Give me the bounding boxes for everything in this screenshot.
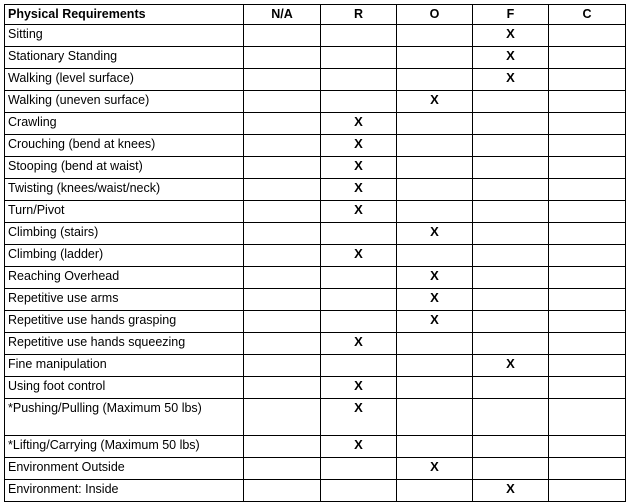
cell-o — [397, 201, 473, 223]
cell-na — [244, 289, 321, 311]
header-o: O — [397, 5, 473, 25]
requirement-label: Walking (level surface) — [5, 69, 244, 91]
cell-c — [549, 91, 626, 113]
cell-f: X — [473, 25, 549, 47]
cell-na — [244, 91, 321, 113]
table-body — [5, 25, 626, 502]
cell-c — [549, 179, 626, 201]
cell-f — [473, 135, 549, 157]
cell-f: X — [473, 69, 549, 91]
requirement-label: *Lifting/Carrying (Maximum 50 lbs) — [5, 436, 244, 458]
cell-r: X — [321, 377, 397, 399]
cell-na — [244, 458, 321, 480]
cell-na — [244, 267, 321, 289]
cell-c — [549, 69, 626, 91]
cell-o — [397, 245, 473, 267]
cell-na — [244, 179, 321, 201]
cell-f — [473, 333, 549, 355]
cell-c — [549, 267, 626, 289]
cell-c — [549, 377, 626, 399]
requirement-label: Repetitive use hands grasping — [5, 311, 244, 333]
table-row — [5, 47, 626, 69]
cell-f — [473, 201, 549, 223]
cell-o — [397, 25, 473, 47]
cell-c — [549, 201, 626, 223]
cell-c — [549, 355, 626, 377]
requirement-label: Using foot control — [5, 377, 244, 399]
table-row — [5, 25, 626, 47]
cell-na — [244, 333, 321, 355]
cell-r — [321, 91, 397, 113]
cell-r — [321, 47, 397, 69]
cell-o — [397, 399, 473, 436]
table-row — [5, 201, 626, 223]
cell-o — [397, 480, 473, 502]
cell-f — [473, 91, 549, 113]
requirement-label: Environment Outside — [5, 458, 244, 480]
cell-c — [549, 480, 626, 502]
cell-na — [244, 69, 321, 91]
cell-c — [549, 47, 626, 69]
cell-o — [397, 179, 473, 201]
requirement-label: Sitting — [5, 25, 244, 47]
cell-na — [244, 135, 321, 157]
table-row — [5, 355, 626, 377]
cell-na — [244, 399, 321, 436]
cell-r — [321, 25, 397, 47]
cell-r — [321, 311, 397, 333]
cell-f: X — [473, 47, 549, 69]
cell-c — [549, 223, 626, 245]
table-row — [5, 113, 626, 135]
requirement-label: Climbing (ladder) — [5, 245, 244, 267]
cell-c — [549, 399, 626, 436]
table-row — [5, 223, 626, 245]
cell-o: X — [397, 267, 473, 289]
requirement-label: Repetitive use hands squeezing — [5, 333, 244, 355]
requirement-label: Stationary Standing — [5, 47, 244, 69]
cell-c — [549, 311, 626, 333]
cell-r: X — [321, 135, 397, 157]
table-row — [5, 91, 626, 113]
header-f: F — [473, 5, 549, 25]
cell-na — [244, 436, 321, 458]
cell-r: X — [321, 245, 397, 267]
cell-r — [321, 267, 397, 289]
cell-f: X — [473, 480, 549, 502]
header-na: N/A — [244, 5, 321, 25]
cell-o — [397, 377, 473, 399]
cell-f — [473, 377, 549, 399]
cell-r: X — [321, 333, 397, 355]
table-row — [5, 157, 626, 179]
requirement-label: Crouching (bend at knees) — [5, 135, 244, 157]
cell-na — [244, 25, 321, 47]
requirement-label: Stooping (bend at waist) — [5, 157, 244, 179]
requirement-label: Environment: Inside — [5, 480, 244, 502]
cell-na — [244, 157, 321, 179]
requirement-label: Twisting (knees/waist/neck) — [5, 179, 244, 201]
cell-na — [244, 377, 321, 399]
cell-c — [549, 25, 626, 47]
cell-f — [473, 399, 549, 436]
cell-o — [397, 436, 473, 458]
header-physical-requirements: Physical Requirements — [5, 5, 244, 25]
requirement-label: Repetitive use arms — [5, 289, 244, 311]
physical-requirements-table — [4, 4, 626, 502]
cell-o: X — [397, 458, 473, 480]
cell-f — [473, 436, 549, 458]
cell-r — [321, 355, 397, 377]
cell-c — [549, 113, 626, 135]
cell-o: X — [397, 91, 473, 113]
cell-r: X — [321, 179, 397, 201]
table-row — [5, 436, 626, 458]
cell-r — [321, 289, 397, 311]
cell-na — [244, 355, 321, 377]
cell-c — [549, 333, 626, 355]
cell-c — [549, 458, 626, 480]
table-row — [5, 267, 626, 289]
cell-o — [397, 47, 473, 69]
cell-f — [473, 179, 549, 201]
cell-na — [244, 223, 321, 245]
cell-f — [473, 289, 549, 311]
cell-f — [473, 267, 549, 289]
cell-f — [473, 157, 549, 179]
requirement-label: *Pushing/Pulling (Maximum 50 lbs) — [5, 399, 244, 436]
cell-na — [244, 201, 321, 223]
cell-r: X — [321, 436, 397, 458]
header-r: R — [321, 5, 397, 25]
table-row — [5, 377, 626, 399]
cell-r — [321, 69, 397, 91]
cell-c — [549, 245, 626, 267]
table-row — [5, 333, 626, 355]
table-row — [5, 245, 626, 267]
table-row — [5, 480, 626, 502]
cell-c — [549, 436, 626, 458]
cell-o: X — [397, 289, 473, 311]
table-row — [5, 458, 626, 480]
cell-o — [397, 333, 473, 355]
cell-r: X — [321, 113, 397, 135]
cell-r: X — [321, 399, 397, 436]
cell-o — [397, 69, 473, 91]
table-row — [5, 311, 626, 333]
requirement-label: Climbing (stairs) — [5, 223, 244, 245]
table-row — [5, 289, 626, 311]
requirement-label: Reaching Overhead — [5, 267, 244, 289]
cell-o — [397, 355, 473, 377]
table-row — [5, 69, 626, 91]
cell-o: X — [397, 311, 473, 333]
requirement-label: Turn/Pivot — [5, 201, 244, 223]
cell-o — [397, 113, 473, 135]
cell-r — [321, 480, 397, 502]
cell-r: X — [321, 201, 397, 223]
header-row — [5, 5, 626, 25]
cell-f — [473, 245, 549, 267]
cell-r — [321, 223, 397, 245]
cell-na — [244, 245, 321, 267]
cell-na — [244, 311, 321, 333]
cell-f: X — [473, 355, 549, 377]
cell-na — [244, 480, 321, 502]
cell-f — [473, 113, 549, 135]
cell-f — [473, 223, 549, 245]
table-row — [5, 179, 626, 201]
cell-c — [549, 289, 626, 311]
cell-c — [549, 135, 626, 157]
cell-c — [549, 157, 626, 179]
cell-r — [321, 458, 397, 480]
requirement-label: Fine manipulation — [5, 355, 244, 377]
cell-na — [244, 47, 321, 69]
requirement-label: Crawling — [5, 113, 244, 135]
cell-o — [397, 157, 473, 179]
requirement-label: Walking (uneven surface) — [5, 91, 244, 113]
header-c: C — [549, 5, 626, 25]
physical-requirements-sheet — [4, 4, 626, 502]
cell-na — [244, 113, 321, 135]
cell-f — [473, 458, 549, 480]
cell-f — [473, 311, 549, 333]
cell-r: X — [321, 157, 397, 179]
cell-o — [397, 135, 473, 157]
cell-o: X — [397, 223, 473, 245]
table-row — [5, 135, 626, 157]
table-row — [5, 399, 626, 436]
